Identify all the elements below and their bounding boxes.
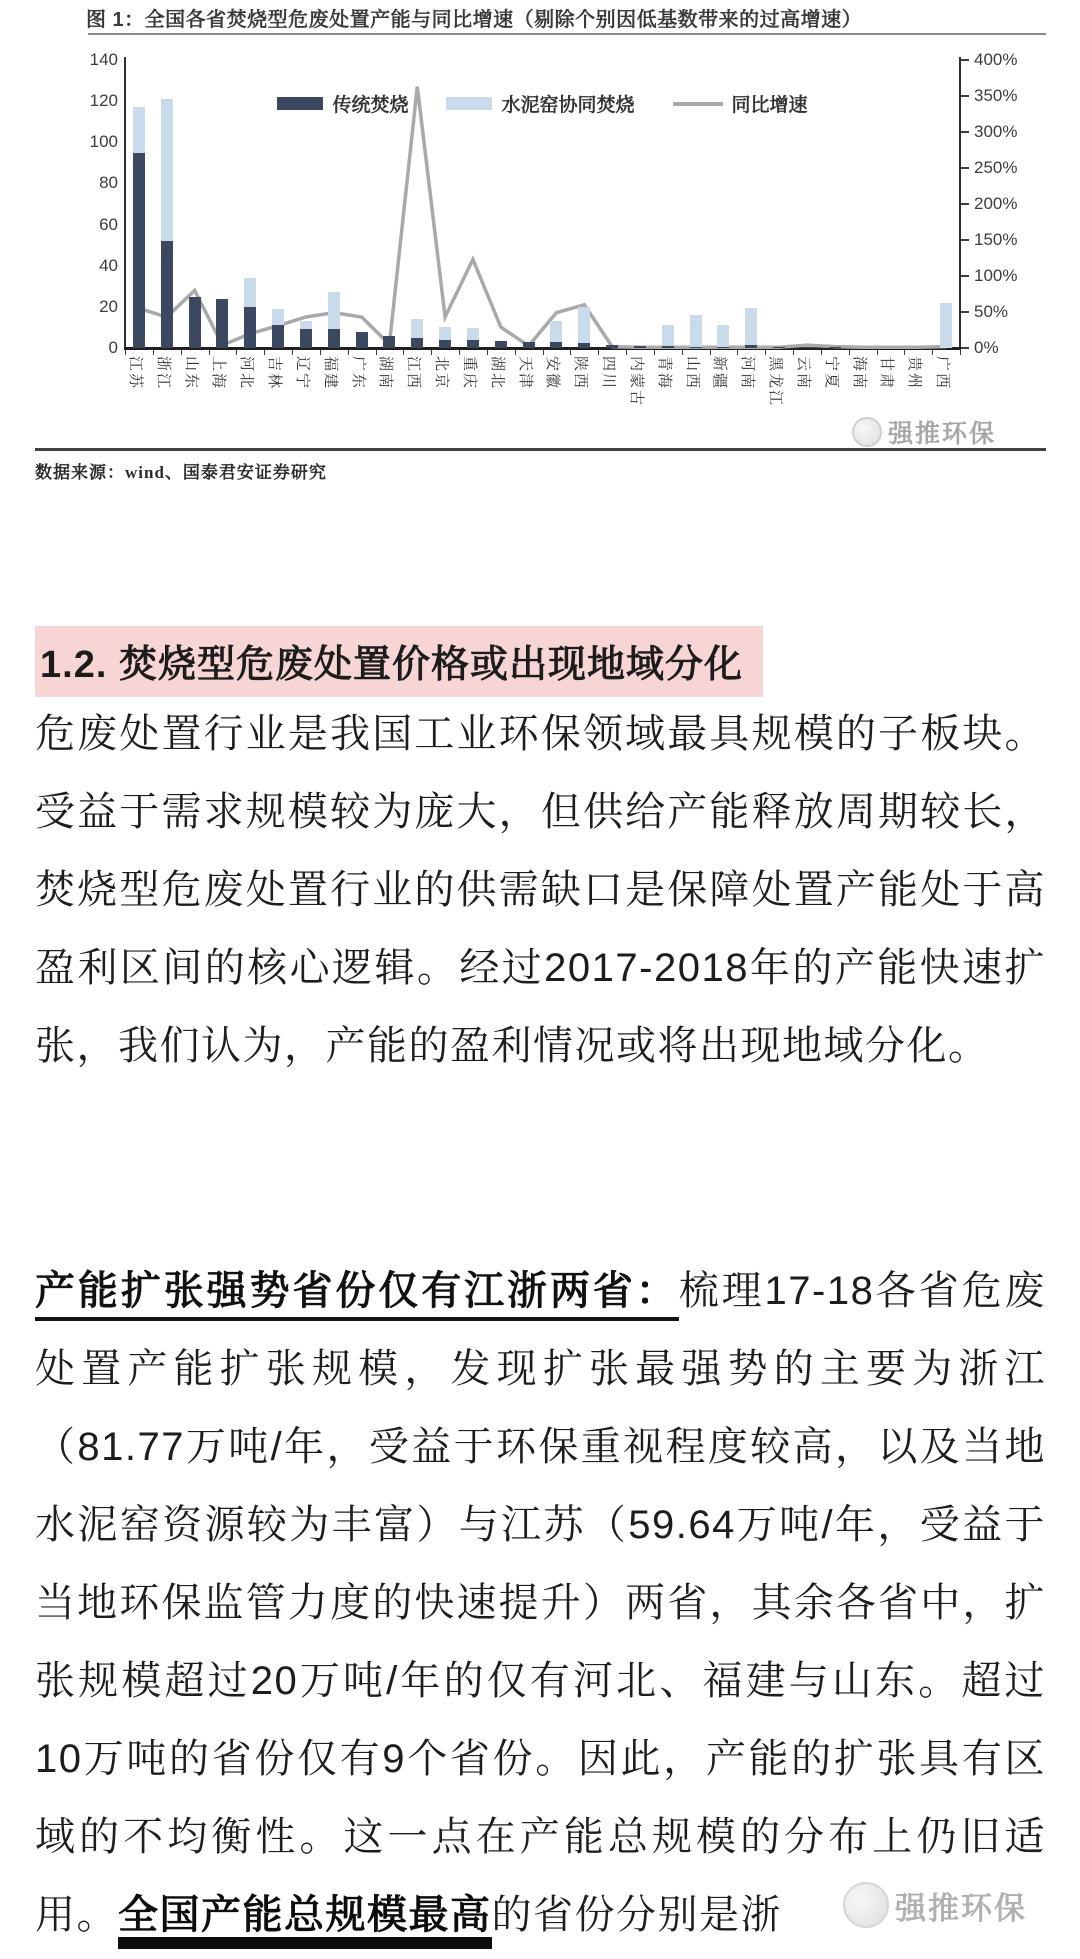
bar-cement-kiln-coincineration	[272, 309, 284, 325]
watermark-text: 强推环保	[895, 1890, 1027, 1926]
bar-cement-kiln-coincineration	[940, 303, 952, 348]
paragraph-2	[35, 1252, 1046, 1954]
bar-traditional-incineration	[300, 329, 312, 348]
x-category-label: 内蒙古	[627, 356, 645, 408]
x-axis-tick-mark	[710, 350, 711, 355]
x-axis-tick-mark	[570, 350, 571, 355]
bar-traditional-incineration	[801, 347, 813, 348]
x-axis-tick-mark	[125, 350, 126, 355]
legend-item	[277, 90, 408, 117]
x-category-label: 新疆	[711, 356, 729, 391]
x-category-label: 浙江	[154, 356, 172, 391]
right-axis-tick-mark	[961, 59, 969, 61]
bar-traditional-incineration	[773, 347, 785, 348]
left-axis-tick-label: 100	[89, 132, 118, 152]
x-axis-tick-mark	[598, 350, 599, 355]
figure-source: 数据来源：wind、国泰君安证券研究	[35, 463, 327, 482]
right-axis-tick-mark	[961, 347, 969, 349]
bar-cement-kiln-coincineration	[717, 325, 729, 347]
watermark-bottom	[843, 1882, 1027, 1928]
x-category-label: 吉林	[266, 356, 284, 391]
bar-traditional-incineration	[439, 340, 451, 348]
x-axis-tick-mark	[515, 350, 516, 355]
bar-cement-kiln-coincineration	[300, 321, 312, 329]
bar-traditional-incineration	[216, 299, 228, 348]
bar-cement-kiln-coincineration	[161, 99, 173, 241]
bar-traditional-incineration	[717, 347, 729, 348]
x-axis-tick-mark	[348, 350, 349, 355]
x-axis-tick-mark	[682, 350, 683, 355]
right-axis-tick-label: 400%	[974, 50, 1018, 69]
p2-key-bold: 全国产能总规模最高	[118, 1893, 492, 1949]
bar-cement-kiln-coincineration	[133, 107, 145, 152]
left-axis-tick-label: 40	[99, 255, 118, 275]
watermark-logo-icon	[843, 1882, 889, 1928]
x-category-label: 四川	[600, 356, 618, 391]
legend-item	[673, 90, 808, 117]
x-category-label: 云南	[794, 356, 812, 391]
bar-traditional-incineration	[383, 336, 395, 348]
x-category-label: 甘肃	[878, 356, 896, 391]
legend-label: 水泥窑协同焚烧	[501, 95, 635, 116]
growth-line	[139, 87, 946, 348]
figure-1	[0, 0, 1080, 490]
x-category-label: 广东	[349, 356, 367, 391]
legend-label: 同比增速	[731, 95, 808, 116]
bar-cement-kiln-coincineration	[244, 278, 256, 307]
bar-traditional-incineration	[467, 340, 479, 348]
legend-label: 传统焚烧	[332, 95, 409, 116]
left-axis-tick-label: 20	[99, 296, 118, 316]
x-axis-tick-mark	[904, 350, 905, 355]
bar-traditional-incineration	[550, 342, 562, 348]
right-axis-tick-label: 100%	[974, 266, 1018, 285]
right-axis-tick-label: 250%	[974, 158, 1018, 177]
x-category-label: 湖北	[488, 356, 506, 391]
right-axis-tick-label: 150%	[974, 230, 1018, 249]
legend-bar-swatch	[446, 97, 492, 110]
x-category-label: 山西	[683, 356, 701, 391]
x-axis-tick-mark	[765, 350, 766, 355]
x-category-label: 黑龙江	[767, 356, 785, 408]
bar-traditional-incineration	[161, 241, 173, 348]
p2-lead-bold: 产能扩张强势省份仅有江浙两省：	[35, 1269, 679, 1321]
bar-traditional-incineration	[690, 347, 702, 348]
paragraph-1: 危废处置行业是我国工业环保领域最具规模的子板块。受益于需求规模较为庞大，但供给产能释放周期较长，焚烧型危废处置行业的供需缺口是保障处置产能处于高盈利区间的核心逻辑。经过2017-2018年的产能快速扩张，我们认为，产能的盈利情况或将出现地域分化。	[35, 712, 1046, 1068]
bar-cement-kiln-coincineration	[411, 319, 423, 338]
x-category-label: 河北	[238, 356, 256, 391]
right-axis-tick-mark	[961, 131, 969, 133]
x-axis-tick-mark	[849, 350, 850, 355]
figure-bottom-rule	[35, 448, 1046, 451]
chart-legend	[125, 90, 960, 117]
bar-traditional-incineration	[495, 341, 507, 348]
p2-mid-text: 梳理17-18各省危废处置产能扩张规模，发现扩张最强势的主要为浙江（81.77万吨/年，受益于环保重视程度较高，以及当地水泥窑资源较为丰富）与江苏（59.64万吨/年，受益于当地环保监管力度的快速提升）两省，其余各省中，扩张规模超过20万吨/年的仅有河北、福建与山东。超过10万吨的省份仅有9个省份。因此，产能的扩张具有区域的不均衡性。这一点在产能总规模的分布上仍旧适用。	[35, 1269, 1047, 1937]
x-axis-tick-mark	[292, 350, 293, 355]
x-category-label: 天津	[516, 356, 534, 391]
x-category-label: 安徽	[544, 356, 562, 391]
x-axis-tick-mark	[153, 350, 154, 355]
bar-cement-kiln-coincineration	[328, 292, 340, 329]
x-axis-tick-mark	[960, 350, 961, 355]
bar-cement-kiln-coincineration	[578, 307, 590, 343]
x-axis-tick-mark	[209, 350, 210, 355]
x-axis-tick-mark	[932, 350, 933, 355]
x-axis-tick-mark	[403, 350, 404, 355]
bar-cement-kiln-coincineration	[467, 328, 479, 339]
x-category-label: 宁夏	[822, 356, 840, 391]
left-axis-tick-label: 140	[89, 50, 118, 69]
right-axis-tick-mark	[961, 203, 969, 205]
bar-traditional-incineration	[606, 345, 618, 348]
x-category-label: 北京	[433, 356, 451, 391]
right-axis-tick-label: 50%	[974, 302, 1009, 321]
bar-cement-kiln-coincineration	[690, 315, 702, 347]
x-axis-tick-mark	[543, 350, 544, 355]
watermark-logo-icon	[852, 417, 882, 447]
x-category-label: 江苏	[126, 356, 144, 391]
bar-traditional-incineration	[328, 329, 340, 348]
x-axis-tick-mark	[626, 350, 627, 355]
bar-cement-kiln-coincineration	[662, 325, 674, 346]
bar-traditional-incineration	[578, 343, 590, 348]
watermark-text: 强推环保	[888, 420, 997, 448]
x-category-label: 河南	[739, 356, 757, 391]
x-axis-tick-mark	[793, 350, 794, 355]
x-category-label: 山东	[182, 356, 200, 391]
bar-traditional-incineration	[272, 325, 284, 348]
x-axis-tick-mark	[376, 350, 377, 355]
section-heading: 1.2. 焚烧型危废处置价格或出现地域分化	[35, 626, 763, 697]
x-category-label: 青海	[655, 356, 673, 391]
bar-traditional-incineration	[523, 342, 535, 348]
x-axis-tick-mark	[654, 350, 655, 355]
right-axis-tick-mark	[961, 95, 969, 97]
x-category-label: 上海	[210, 356, 228, 391]
bar-traditional-incineration	[411, 338, 423, 348]
watermark-chart	[852, 414, 996, 450]
x-category-label: 江西	[405, 356, 423, 391]
x-axis-tick-mark	[264, 350, 265, 355]
left-axis-tick-label: 80	[99, 173, 118, 193]
x-category-label: 贵州	[906, 356, 924, 391]
bar-traditional-incineration	[189, 297, 201, 348]
right-axis-tick-mark	[961, 239, 969, 241]
x-axis-tick-mark	[459, 350, 460, 355]
bar-traditional-incineration	[829, 347, 841, 348]
left-axis-tick-label: 0	[108, 338, 118, 357]
x-category-label: 陕西	[572, 356, 590, 391]
x-category-label: 福建	[321, 356, 339, 391]
x-category-label: 海南	[850, 356, 868, 391]
figure-title: 图 1：全国各省焚烧型危废处置产能与同比增速（剔除个别因低基数带来的过高增速）	[86, 9, 863, 31]
x-category-label: 湖南	[377, 356, 395, 391]
legend-item	[446, 90, 634, 117]
left-axis-tick-label: 120	[89, 91, 118, 111]
right-axis-tick-mark	[961, 167, 969, 169]
bar-traditional-incineration	[133, 153, 145, 348]
x-axis-tick-mark	[320, 350, 321, 355]
bar-cement-kiln-coincineration	[745, 308, 757, 345]
x-category-label: 辽宁	[293, 356, 311, 391]
legend-bar-swatch	[277, 97, 323, 110]
right-axis-tick-label: 350%	[974, 86, 1018, 105]
bar-traditional-incineration	[745, 345, 757, 348]
right-axis-tick-mark	[961, 311, 969, 313]
x-axis-tick-mark	[431, 350, 432, 355]
right-axis-tick-label: 200%	[974, 194, 1018, 213]
legend-line-swatch	[673, 102, 723, 106]
right-axis-tick-label: 300%	[974, 122, 1018, 141]
right-axis-tick-mark	[961, 275, 969, 277]
x-category-label: 重庆	[460, 356, 478, 391]
x-axis-tick-mark	[821, 350, 822, 355]
bar-traditional-incineration	[244, 307, 256, 348]
left-axis-tick-label: 60	[99, 214, 118, 234]
bar-traditional-incineration	[634, 346, 646, 348]
bar-cement-kiln-coincineration	[550, 321, 562, 342]
x-axis-tick-mark	[877, 350, 878, 355]
bar-traditional-incineration	[662, 346, 674, 348]
p2-tail-text: 的省份分别是浙	[491, 1893, 782, 1937]
x-category-label: 广西	[934, 356, 952, 391]
x-axis-tick-mark	[181, 350, 182, 355]
bar-traditional-incineration	[356, 332, 368, 348]
x-axis-tick-mark	[487, 350, 488, 355]
x-axis-tick-mark	[737, 350, 738, 355]
x-axis-tick-mark	[236, 350, 237, 355]
right-axis-tick-label: 0%	[974, 338, 999, 357]
bar-cement-kiln-coincineration	[439, 327, 451, 339]
